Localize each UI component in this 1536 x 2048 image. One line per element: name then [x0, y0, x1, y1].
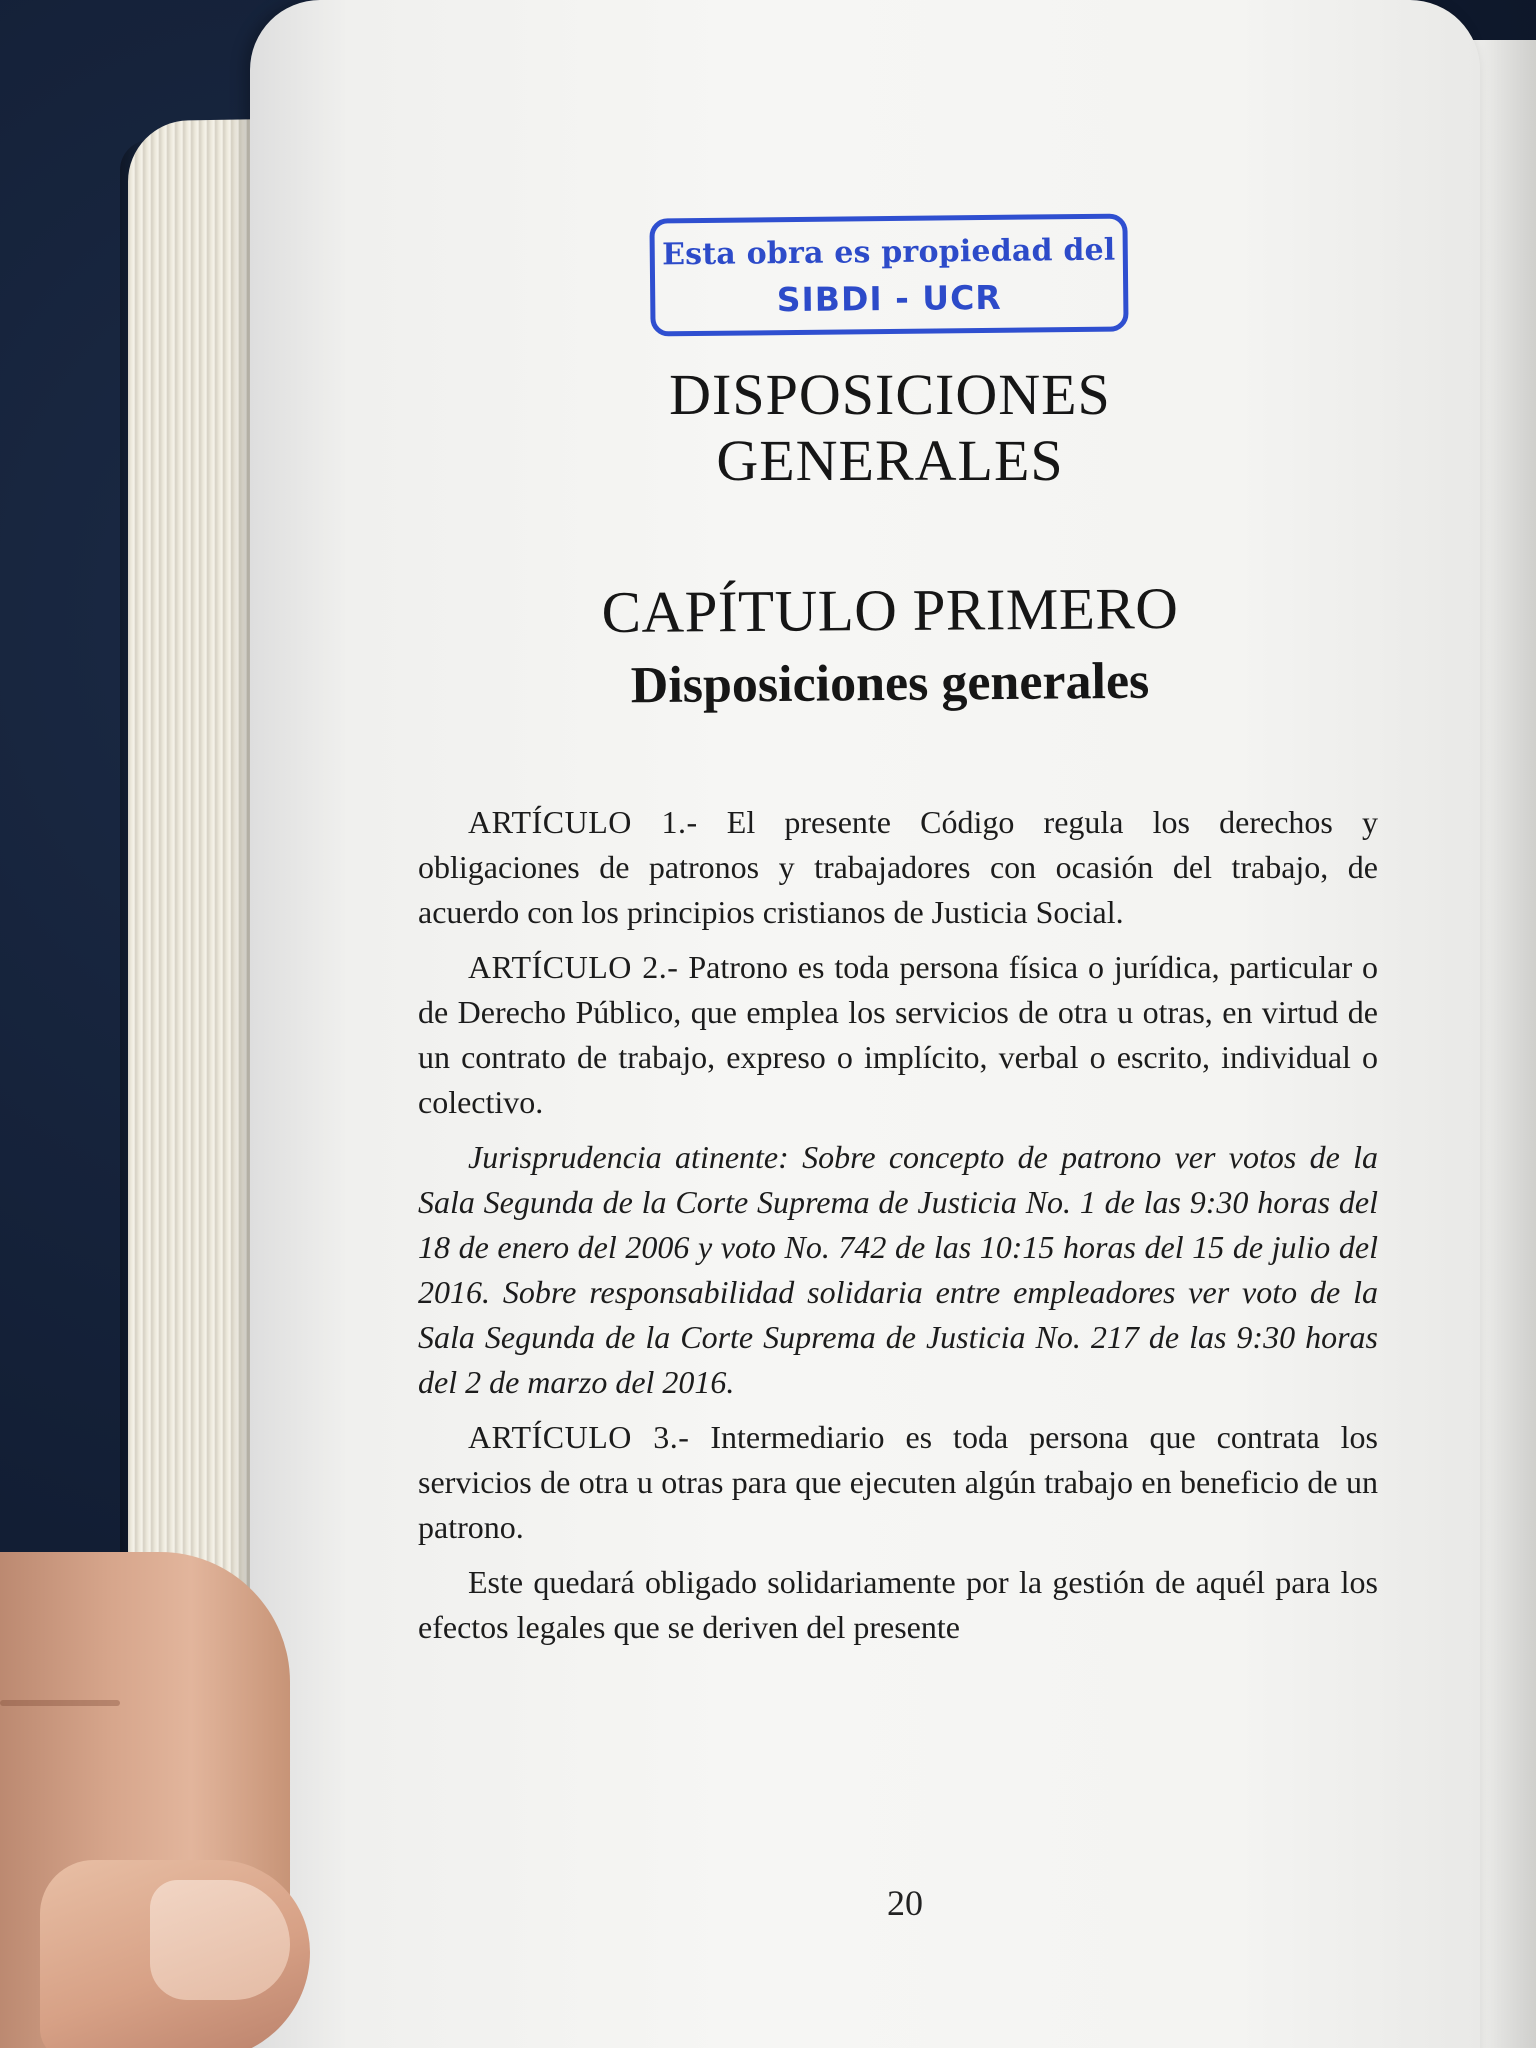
- page-body: [418, 800, 1378, 1660]
- library-stamp: [649, 214, 1128, 337]
- article-label: ARTÍCULO 1.-: [468, 804, 698, 840]
- stamp-line-2: SIBDI - UCR: [776, 277, 1002, 320]
- page-shadow: [1480, 40, 1536, 2048]
- article-text: Patrono es toda persona física o jurídica, particular o de Derecho Público, que emplea los servicios de otra u otras, en virtud de un contrato de trabajo, expreso o implícito, verbal o escrito, individual o colectivo.: [418, 949, 1378, 1120]
- article-text: Intermediario es toda persona que contrata los servicios de otra u otras para que ejecuten algún trabajo en beneficio de un patrono.: [418, 1419, 1378, 1545]
- chapter-subtitle: Disposiciones generales: [630, 652, 1150, 715]
- article-label: ARTÍCULO 3.-: [468, 1419, 690, 1455]
- thumb-crease: [0, 1700, 120, 1706]
- chapter-title: CAPÍTULO PRIMERO: [601, 574, 1179, 646]
- section-title-line-1: DISPOSICIONES: [669, 362, 1111, 427]
- article-label: ARTÍCULO 2.-: [468, 949, 679, 985]
- article-2: [418, 945, 1378, 1125]
- jurisprudence-note: Jurisprudencia atinente: Sobre concepto de patrono ver votos de la Sala Segunda de la Corte Suprema de Justicia No. 1 de las 9:30 horas del 18 de enero del 2006 y voto No. 742 de las 10:15 horas del 15 de julio del 2016. Sobre responsabilidad solidaria entre empleadores ver voto de la Sala Segunda de la Corte Suprema de Justicia No. 217 de las 9:30 horas del 2 de marzo del 2016.: [418, 1139, 1378, 1400]
- thumbnail-nail: [150, 1880, 290, 2000]
- stamp-line-1: Esta obra es propiedad del: [661, 232, 1116, 273]
- page-number: 20: [887, 1883, 923, 1923]
- article-text: El presente Código regula los derechos y obligaciones de patronos y trabajadores con ocasión del trabajo, de acuerdo con los principios cristianos de Justicia Social.: [418, 804, 1379, 930]
- article-3-continuation: Este quedará obligado solidariamente por la gestión de aquél para los efectos legales que se deriven del presente: [418, 1564, 1378, 1645]
- section-title: [530, 362, 1250, 494]
- section-title-line-2: GENERALES: [716, 428, 1064, 493]
- article-3: [418, 1415, 1378, 1550]
- article-1: [418, 800, 1378, 935]
